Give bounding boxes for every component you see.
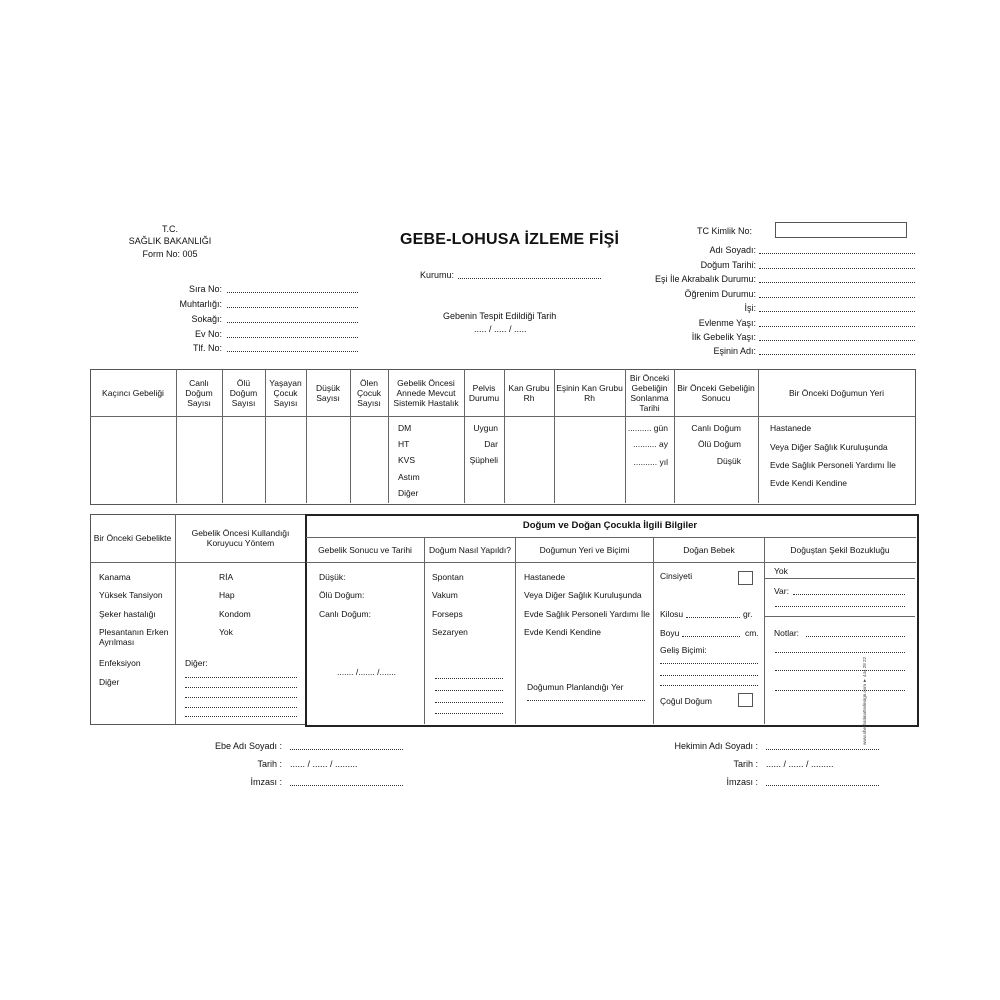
personal-label: Doğum Tarihi: [700, 260, 756, 270]
pelvis-option[interactable]: Uygun [473, 423, 498, 433]
bozukluk-divider [765, 616, 915, 617]
pelvis-option[interactable]: Dar [484, 439, 498, 449]
table1-header: Yaşayan Çocuk Sayısı [269, 378, 302, 408]
onceki-option[interactable]: Enfeksiyon [99, 658, 141, 668]
hekim-imza-label: İmzası : [726, 777, 758, 787]
birth-section-title: Doğum ve Doğan Çocukla İlgili Bilgiler [522, 520, 698, 531]
dogum-nasil-option[interactable]: Spontan [432, 572, 464, 582]
side-code: www.sherbatimattedesign.com ► 444 28 22 [862, 656, 867, 745]
birth-title-divider [306, 537, 916, 538]
koruyucu-option[interactable]: Hap [219, 590, 235, 600]
birth-column-line [515, 538, 516, 724]
hekim-date-field[interactable]: ...... / ...... / ......... [766, 759, 834, 769]
hastalik-option[interactable]: DM [398, 423, 412, 433]
personal-field[interactable] [759, 253, 915, 254]
org-line-2: SAĞLIK BAKANLIĞI [128, 236, 212, 246]
ebe-tarih-label: Tarih : [257, 759, 282, 769]
koruyucu-option[interactable]: Kondom [219, 609, 251, 619]
koruyucu-diger-field[interactable] [185, 687, 297, 688]
dogum-yeri-option[interactable]: Evde Kendi Kendine [524, 627, 602, 637]
birth-column-line [653, 538, 654, 724]
onceki-option[interactable]: Yüksek Tansiyon [99, 590, 163, 600]
table1-header: Pelvis Durumu [468, 383, 500, 403]
bozukluk-divider [765, 578, 915, 579]
tc-input[interactable] [775, 222, 907, 238]
bozukluk-var-field[interactable] [775, 606, 905, 607]
personal-label: İlk Gebelik Yaşı: [691, 332, 756, 342]
dogum-nasil-field[interactable] [435, 702, 503, 703]
form-title: GEBE-LOHUSA İZLEME FİŞİ [400, 231, 620, 248]
sonlanma-field[interactable]: .......... yıl [633, 457, 668, 467]
h-bebek: Doğan Bebek [683, 545, 735, 555]
address-label: Ev No: [194, 329, 222, 339]
table1-header: Bir Önceki Doğumun Yeri [789, 388, 884, 398]
personal-label: Eşi İle Akrabalık Durumu: [654, 274, 756, 284]
hastalik-option[interactable]: HT [398, 439, 410, 449]
tespit-label: Gebenin Tespit Edildiği Tarih [443, 311, 557, 321]
notlar-label: Notlar: [774, 628, 800, 638]
gebelik-sonucu-option[interactable]: Düşük: [319, 572, 346, 582]
cinsiyet-label: Cinsiyeti [660, 571, 693, 581]
tespit-date-field[interactable]: ..... / ..... / ..... [474, 324, 527, 334]
onceki-option[interactable]: Plesantanın Erken Ayrılması [99, 627, 169, 647]
yer-option[interactable]: Hastanede [770, 423, 812, 433]
table1-header: Bir Önceki Gebeliğin Sonlanma Tarihi [629, 373, 670, 413]
org-line-1: T.C. [161, 224, 178, 234]
address-field[interactable] [227, 292, 358, 293]
sonlanma-field[interactable]: .......... gün [627, 423, 668, 433]
table1-header: Bir Önceki Gebeliğin Sonucu [677, 383, 755, 403]
h-bozukluk: Doğuştan Şekil Bozukluğu [790, 545, 890, 555]
personal-field[interactable] [759, 282, 915, 283]
dogum-nasil-option[interactable]: Vakum [432, 590, 458, 600]
onceki-option[interactable]: Şeker hastalığı [99, 609, 156, 619]
kilo-unit: gr. [743, 609, 753, 619]
notlar-field[interactable] [775, 690, 905, 691]
hastalik-option[interactable]: Diğer [398, 488, 419, 498]
dogum-nasil-field[interactable] [435, 678, 503, 679]
h-nasil: Doğum Nasıl Yapıldı? [429, 545, 511, 555]
boy-field[interactable] [682, 636, 740, 637]
ebe-imza-label: İmzası : [250, 777, 282, 787]
dogum-yeri-option[interactable]: Hastanede [524, 572, 566, 582]
hekim-signature-field[interactable] [766, 785, 879, 786]
address-field[interactable] [227, 307, 358, 308]
koruyucu-option[interactable]: Yok [219, 627, 233, 637]
koruyucu-diger-field[interactable] [185, 677, 297, 678]
planlandigi-yer-label: Doğumun Planlandığı Yer [527, 682, 624, 692]
kilo-label: Kilosu [660, 609, 684, 619]
onceki-option[interactable]: Diğer [99, 677, 120, 687]
table1-header: Ölen Çocuk Sayısı [356, 378, 382, 408]
personal-field[interactable] [759, 311, 915, 312]
gebelik-sonucu-option[interactable]: Canlı Doğum: [319, 609, 371, 619]
koruyucu-option[interactable]: RİA [219, 572, 234, 582]
koruyucu-diger-label: Diğer: [185, 658, 208, 668]
yer-option[interactable]: Evde Sağlık Personeli Yardımı İle [770, 460, 896, 470]
personal-field[interactable] [759, 297, 915, 298]
birth-header-divider [306, 562, 916, 563]
bozukluk-var-label: Var: [774, 586, 789, 596]
ebe-name-field[interactable] [290, 749, 403, 750]
address-label: Sokağı: [191, 314, 222, 324]
gebelik-sonucu-option[interactable]: Ölü Doğum: [319, 590, 365, 600]
birth-column-line [424, 538, 425, 724]
address-field[interactable] [227, 351, 358, 352]
gelis-label: Geliş Biçimi: [660, 645, 707, 655]
gelis-field[interactable] [660, 675, 758, 676]
personal-field[interactable] [759, 340, 915, 341]
onceki-option[interactable]: Kanama [99, 572, 131, 582]
form-number: Form No: 005 [142, 249, 198, 259]
hekim-label: Hekimin Adı Soyadı : [674, 741, 758, 751]
personal-label: İşi: [744, 303, 756, 313]
table1-header: Gebelik Öncesi Annede Mevcut Sistemik Hastalık [393, 378, 459, 408]
table1-header: Ölü Doğum Sayısı [229, 378, 258, 408]
address-label: Tlf. No: [192, 343, 222, 353]
address-label: Sıra No: [188, 284, 222, 294]
personal-label: Öğrenim Durumu: [684, 289, 756, 299]
h-onceki: Bir Önceki Gebelikte [93, 533, 172, 543]
h-koruyucu: Gebelik Öncesi Kullandığı Koruyucu Yöntem [191, 528, 290, 548]
gelis-field[interactable] [660, 685, 758, 686]
personal-field[interactable] [759, 326, 915, 327]
dogum-nasil-option[interactable]: Forseps [432, 609, 463, 619]
h-yer: Doğumun Yeri ve Biçimi [539, 545, 630, 555]
boy-label: Boyu [660, 628, 680, 638]
sonuc-option[interactable]: Düşük [716, 456, 741, 466]
address-label: Muhtarlığı: [179, 299, 222, 309]
sonuc-option[interactable]: Ölü Doğum [698, 439, 741, 449]
kurumu-field[interactable] [458, 278, 601, 279]
gelis-field[interactable] [660, 663, 758, 664]
hekim-name-field[interactable] [766, 749, 879, 750]
table1-header: Eşinin Kan Grubu Rh [556, 383, 623, 403]
yer-option[interactable]: Evde Kendi Kendine [770, 478, 848, 488]
dogum-yeri-option[interactable]: Evde Sağlık Personeli Yardımı İle [524, 609, 650, 619]
tc-label: TC Kimlik No: [697, 226, 753, 236]
personal-label: Adı Soyadı: [709, 245, 756, 255]
koruyucu-diger-field[interactable] [185, 707, 297, 708]
cogul-dogum-checkbox[interactable] [738, 693, 753, 707]
planlandigi-yer-field[interactable] [527, 700, 645, 701]
kurumu-label: Kurumu: [420, 270, 455, 280]
sonlanma-field[interactable]: .......... ay [633, 439, 668, 449]
hastalik-option[interactable]: KVS [398, 455, 416, 465]
pelvis-option[interactable]: Şüpheli [469, 455, 498, 465]
kilo-field[interactable] [686, 617, 740, 618]
table1-header-divider [90, 416, 915, 417]
notlar-field[interactable] [775, 670, 905, 671]
address-field[interactable] [227, 337, 358, 338]
table1-header: Düşük Sayısı [315, 383, 341, 403]
personal-label: Eşinin Adı: [713, 346, 756, 356]
bozukluk-yok-option[interactable]: Yok [774, 566, 788, 576]
prior-header-divider [90, 562, 306, 563]
bozukluk-var-field[interactable] [793, 594, 905, 595]
dogum-nasil-option[interactable]: Sezaryen [432, 627, 468, 637]
ebe-label: Ebe Adı Soyadı : [214, 741, 282, 751]
h-sonuc: Gebelik Sonucu ve Tarihi [318, 545, 412, 555]
hastalik-option[interactable]: Astım [398, 472, 420, 482]
notlar-field[interactable] [775, 652, 905, 653]
address-field[interactable] [227, 322, 358, 323]
boy-unit: cm. [745, 628, 759, 638]
table1-header: Canlı Doğum Sayısı [185, 378, 213, 408]
koruyucu-diger-field[interactable] [185, 697, 297, 698]
personal-field[interactable] [759, 354, 915, 355]
table1-header: Kaçıncı Gebeliği [102, 388, 164, 398]
sonuc-option[interactable]: Canlı Doğum [691, 423, 741, 433]
hekim-tarih-label: Tarih : [733, 759, 758, 769]
dogum-yeri-option[interactable]: Veya Diğer Sağlık Kuruluşunda [524, 590, 642, 600]
birth-column-line [764, 538, 765, 724]
koruyucu-diger-field[interactable] [185, 716, 297, 717]
personal-label: Evlenme Yaşı: [698, 318, 756, 328]
yer-option[interactable]: Veya Diğer Sağlık Kuruluşunda [770, 442, 888, 452]
dogum-nasil-field[interactable] [435, 713, 503, 714]
ebe-date-field[interactable]: ...... / ...... / ......... [290, 759, 358, 769]
gebelik-sonucu-date-field[interactable]: ....... /....... /....... [337, 667, 397, 677]
ebe-signature-field[interactable] [290, 785, 403, 786]
cinsiyet-checkbox[interactable] [738, 571, 753, 585]
cogul-dogum-label: Çoğul Doğum [660, 696, 712, 706]
notlar-field[interactable] [806, 636, 905, 637]
dogum-nasil-field[interactable] [435, 690, 503, 691]
table1-header: Kan Grubu Rh [508, 383, 550, 403]
personal-field[interactable] [759, 268, 915, 269]
